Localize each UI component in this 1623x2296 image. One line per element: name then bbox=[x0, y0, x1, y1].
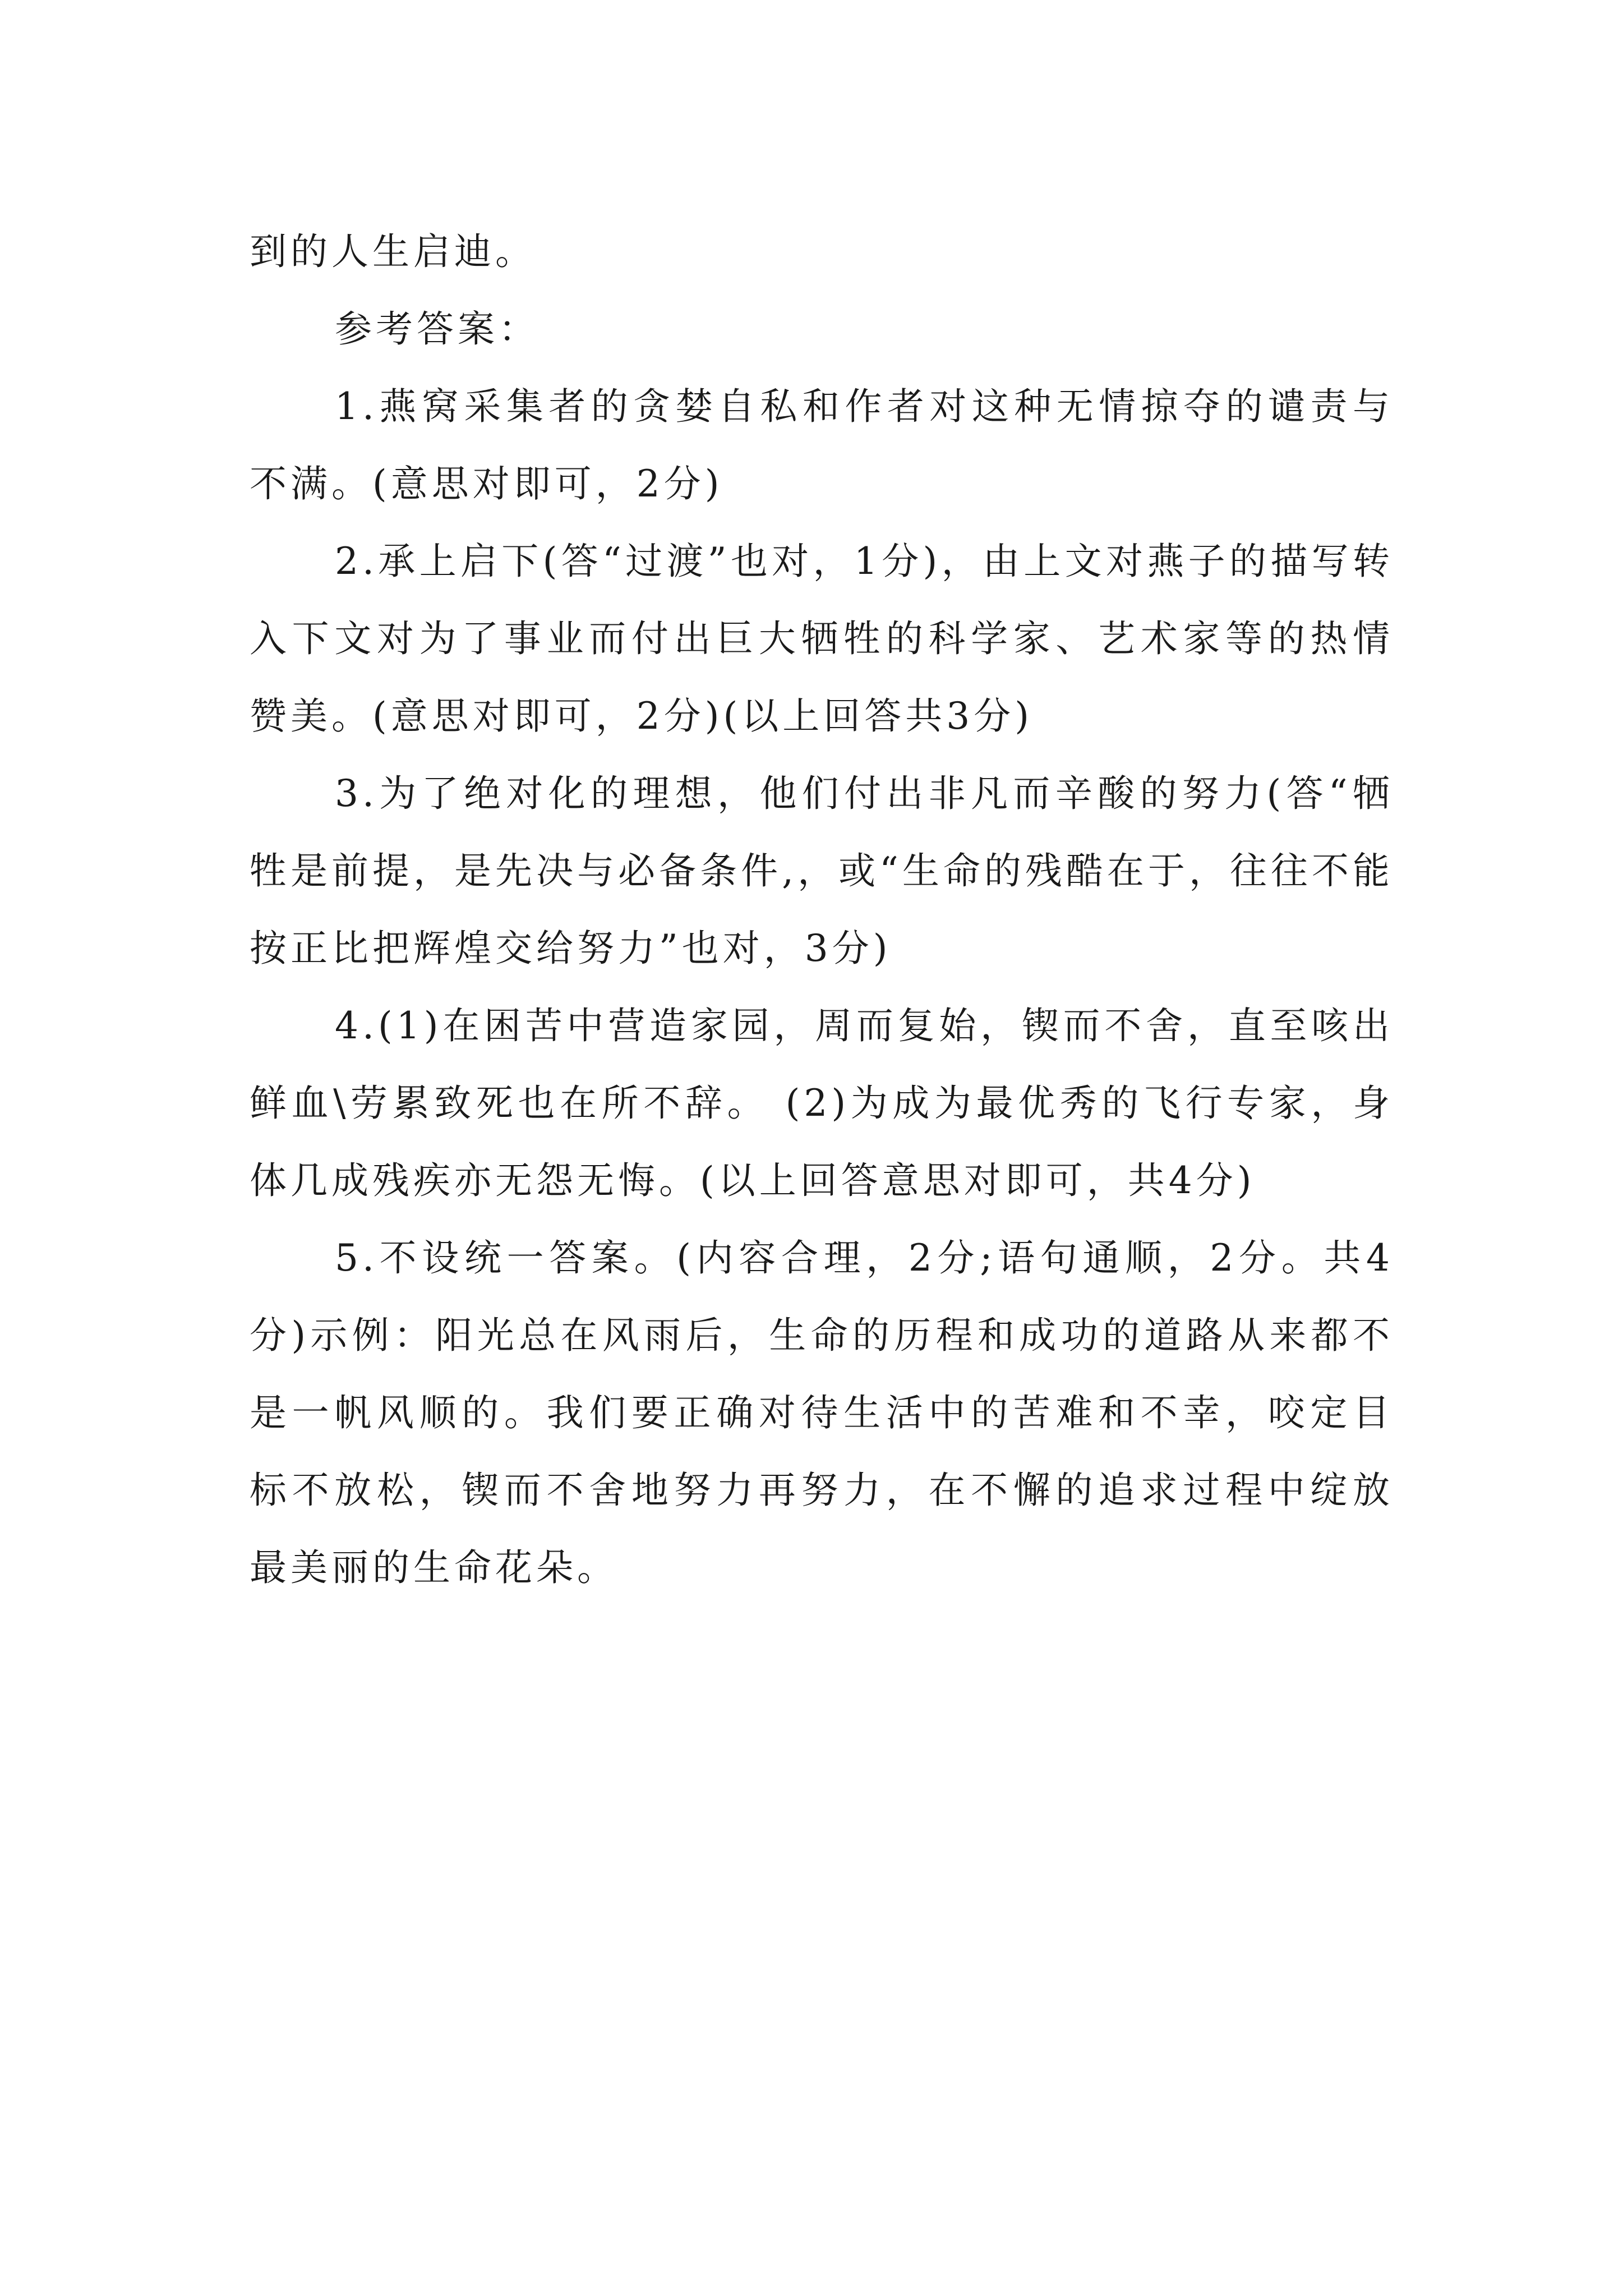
answer-2: 2.承上启下(答“过渡”也对，1分)，由上文对燕子的描写转入下文对为了事业而付出巨大牺牲的科学家、艺术家等的热情赞美。(意思对即可，2分)(以上回答共3分) bbox=[250, 540, 1394, 738]
answer-3: 3.为了绝对化的理想，他们付出非凡而辛酸的努力(答“牺牲是前提，是先决与必备条件,，或“生命的残酷在于，往往不能按正比把辉煌交给努力”也对，3分) bbox=[250, 772, 1394, 970]
answer-heading: 参考答案： bbox=[335, 307, 540, 351]
answer-1: 1.燕窝采集者的贪婪自私和作者对这种无情掠夺的谴责与不满。(意思对即可，2分) bbox=[250, 385, 1394, 505]
document-body bbox=[250, 213, 1394, 1607]
answer-4: 4.(1)在困苦中营造家园，周而复始，锲而不舍，直至咳出鲜血\劳累致死也在所不辞。 (2)为成为最优秀的飞行专家，身体几成残疾亦无怨无悔。(以上回答意思对即可，共4分) bbox=[250, 1004, 1394, 1202]
answer-5: 5.不设统一答案。(内容合理，2分;语句通顺，2分。共4分)示例：阳光总在风雨后，生命的历程和成功的道路从来都不是一帆风顺的。我们要正确对待生活中的苦难和不幸，咬定目标不放松，锲而不舍地努力再努力，在不懈的追求过程中绽放最美丽的生命花朵。 bbox=[250, 1236, 1394, 1589]
paragraph-continuation: 到的人生启迪。 bbox=[250, 230, 536, 273]
